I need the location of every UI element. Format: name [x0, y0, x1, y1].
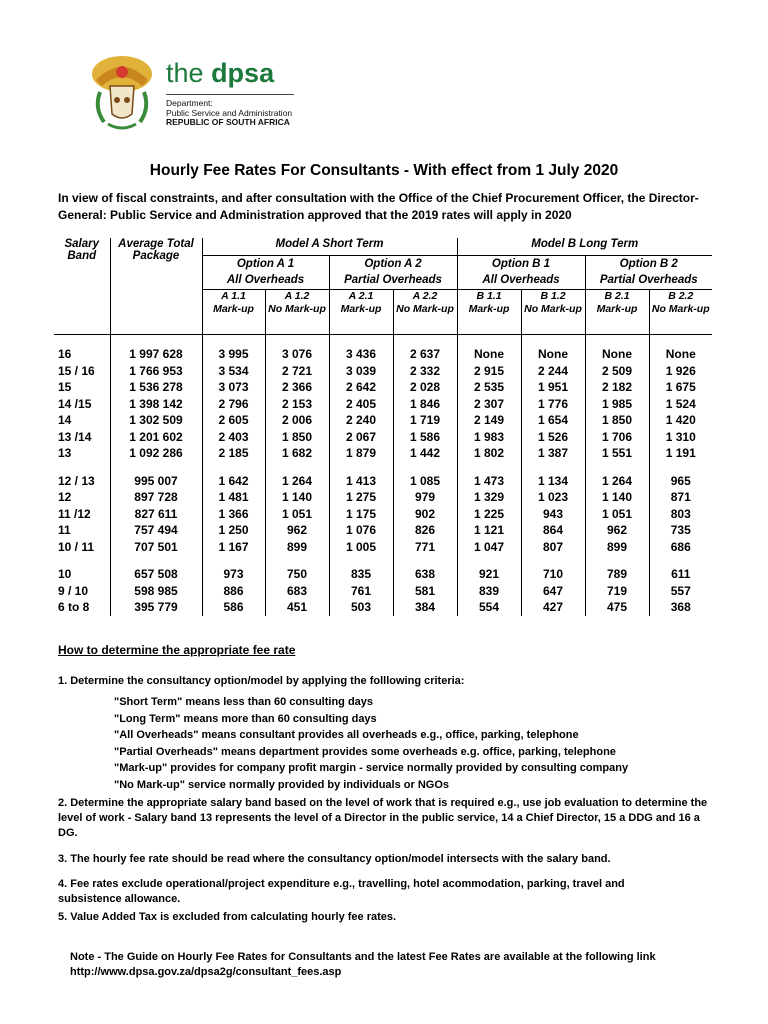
dept-line-3: REPUBLIC OF SOUTH AFRICA [166, 117, 290, 127]
criteria-item: "All Overheads" means consultant provides all overheads e.g., office, parking, telephone [114, 729, 579, 742]
salary-band-cell: 11 [58, 523, 71, 538]
spacer-row [54, 555, 712, 566]
fee-cell: 1 675 [649, 379, 712, 396]
criteria-item: "Short Term" means less than 60 consulting days [114, 696, 374, 708]
spacer-cell [585, 462, 649, 473]
criteria-item: "Long Term" means more than 60 consulting days [114, 712, 377, 725]
fee-cell: 899 [585, 539, 649, 556]
fee-cell: 2 403 [202, 429, 265, 446]
spacer-cell [54, 462, 110, 473]
table-row [54, 566, 712, 583]
fee-cell: 581 [393, 583, 457, 600]
fee-cell: 2 153 [265, 396, 329, 413]
fee-cell: 451 [265, 599, 329, 616]
option-b1-sub: All Overheads [482, 274, 560, 286]
option-a2-header [329, 256, 457, 290]
criteria-item: "Partial Overheads" means department provides some overheads e.g. office, parking, telephone [114, 745, 616, 758]
spacer-cell [329, 335, 393, 347]
fee-cell: 647 [521, 583, 585, 600]
fee-cell: 1 225 [457, 506, 521, 523]
fee-cell: 1 776 [521, 396, 585, 413]
fee-cell: 771 [393, 539, 457, 556]
spacer-cell [54, 335, 110, 347]
sub-header-cell [202, 290, 265, 335]
sub-header-desc: No Mark-up [396, 303, 454, 315]
table-row [54, 412, 712, 429]
salary-band-cell: 14 /15 [58, 396, 92, 411]
fee-cell: 1 985 [585, 396, 649, 413]
average-package-cell: 1 398 142 [110, 396, 202, 413]
fee-cell: 1 275 [329, 489, 393, 506]
sub-header-cell [265, 290, 329, 335]
fee-cell: 1 387 [521, 445, 585, 462]
fee-cell: 2 405 [329, 396, 393, 413]
fee-cell: 803 [649, 506, 712, 523]
fee-cell: 3 076 [265, 346, 329, 363]
salary-band-cell: 12 / 13 [58, 473, 95, 488]
spacer-cell [202, 555, 265, 566]
sub-header-code: B 1.2 [540, 290, 566, 302]
fee-cell: 638 [393, 566, 457, 583]
table-row [54, 429, 712, 446]
table-row [54, 396, 712, 413]
fee-cell: 886 [202, 583, 265, 600]
fee-cell: 871 [649, 489, 712, 506]
option-a1-label: Option A 1 [236, 258, 295, 270]
fee-cell: 719 [585, 583, 649, 600]
coat-of-arms-icon [86, 52, 158, 136]
salary-band-cell: 13 /14 [58, 429, 92, 444]
intro-paragraph: In view of fiscal constraints, and after consultation with the Office of the Chief Procurement Officer, the Director-General: Public Service and Administration approved that the 2019 rates will apply in 2020 [58, 191, 699, 222]
spacer-cell [457, 555, 521, 566]
fee-cell: 1 846 [393, 396, 457, 413]
spacer-cell [110, 335, 202, 347]
fee-cell: 475 [585, 599, 649, 616]
option-b2-sub: Partial Overheads [599, 274, 698, 286]
table-row [54, 346, 712, 363]
spacer-cell [265, 555, 329, 566]
fee-cell: 1 524 [649, 396, 712, 413]
fee-cell: 1 264 [585, 473, 649, 490]
fee-cell: None [457, 346, 521, 363]
spacer-cell [329, 462, 393, 473]
how-to-heading: How to determine the appropriate fee rate [58, 643, 296, 657]
fee-cell: 1 850 [585, 412, 649, 429]
spacer-cell [521, 462, 585, 473]
fee-cell: 3 073 [202, 379, 265, 396]
spacer-cell [585, 335, 649, 347]
salary-band-cell: 15 [58, 380, 72, 395]
average-package-cell: 827 611 [110, 506, 202, 523]
fee-cell: 1 706 [585, 429, 649, 446]
fee-rates-table [54, 238, 712, 616]
fee-cell: 1 023 [521, 489, 585, 506]
fee-cell: 2 637 [393, 346, 457, 363]
fee-cell: 1 551 [585, 445, 649, 462]
fee-cell: 1 310 [649, 429, 712, 446]
fee-cell: 1 802 [457, 445, 521, 462]
fee-cell: 2 240 [329, 412, 393, 429]
table-row [54, 473, 712, 490]
option-a2-sub: Partial Overheads [344, 274, 442, 286]
fee-cell: 554 [457, 599, 521, 616]
fee-cell: 750 [265, 566, 329, 583]
average-package-cell: 897 728 [110, 489, 202, 506]
fee-cell: 2 067 [329, 429, 393, 446]
fee-cell: 2 182 [585, 379, 649, 396]
sub-header-cell [393, 290, 457, 335]
fee-cell: 1 473 [457, 473, 521, 490]
fee-cell: 839 [457, 583, 521, 600]
step-3: 3. The hourly fee rate should be read where the consultancy option/model intersects with the salary band. [58, 853, 611, 865]
spacer-cell [457, 335, 521, 347]
salary-band-cell: 15 / 16 [58, 363, 95, 378]
spacer-cell [110, 462, 202, 473]
average-package-cell: 395 779 [110, 599, 202, 616]
spacer-cell [521, 555, 585, 566]
table-row [54, 522, 712, 539]
step-5: 5. Value Added Tax is excluded from calculating hourly fee rates. [58, 911, 397, 923]
fee-cell: 1 085 [393, 473, 457, 490]
table-row [54, 539, 712, 556]
salary-band-cell: 10 / 11 [58, 539, 95, 554]
brand-the: the [166, 58, 204, 88]
fee-cell: None [649, 346, 712, 363]
salary-band-cell: 9 / 10 [58, 583, 89, 598]
sub-header-cell [457, 290, 521, 335]
fee-cell: 761 [329, 583, 393, 600]
fee-cell: 1 642 [202, 473, 265, 490]
dept-line-2: Public Service and Administration [166, 107, 293, 118]
fee-cell: 789 [585, 566, 649, 583]
sub-header-desc: Mark-up [596, 303, 638, 315]
step-2: 2. Determine the appropriate salary band based on the level of work that is required e.g., use job evaluation to determine the level of work - Salary band 13 represents the level of a Director in the public service, 14 a Chief Director, 15 a DDG and 16 a DG. [58, 797, 708, 839]
fee-cell: 683 [265, 583, 329, 600]
fee-cell: 735 [649, 522, 712, 539]
fee-cell: 1 264 [265, 473, 329, 490]
spacer-cell [393, 555, 457, 566]
fee-cell: 3 995 [202, 346, 265, 363]
fee-cell: 1 879 [329, 445, 393, 462]
fee-cell: 611 [649, 566, 712, 583]
sub-header-code: B 1.1 [476, 290, 502, 302]
fee-cell: 2 149 [457, 412, 521, 429]
fee-cell: 1 850 [265, 429, 329, 446]
fee-cell: 1 051 [585, 506, 649, 523]
fee-cell: 3 534 [202, 363, 265, 380]
average-package-cell: 1 201 602 [110, 429, 202, 446]
fee-cell: 1 983 [457, 429, 521, 446]
salary-band-cell: 14 [58, 413, 72, 428]
fee-cell: 902 [393, 506, 457, 523]
average-package-cell: 1 997 628 [110, 346, 202, 363]
fee-cell: 965 [649, 473, 712, 490]
brand-logo-text [166, 58, 274, 89]
sub-header-cell [329, 290, 393, 335]
sub-header-desc: Mark-up [213, 303, 254, 315]
fee-cell: 557 [649, 583, 712, 600]
sub-header-code: B 2.2 [668, 290, 694, 302]
fee-cell: 1 175 [329, 506, 393, 523]
fee-cell: 1 442 [393, 445, 457, 462]
fee-cell: 1 366 [202, 506, 265, 523]
sub-header-desc: No Mark-up [524, 303, 582, 315]
fee-cell: 979 [393, 489, 457, 506]
fee-cell: 1 121 [457, 522, 521, 539]
spacer-cell [649, 335, 712, 347]
fee-cell: 427 [521, 599, 585, 616]
fee-cell: 1 329 [457, 489, 521, 506]
average-package-cell: 1 766 953 [110, 363, 202, 380]
average-package-cell: 995 007 [110, 473, 202, 490]
fee-cell: 2 721 [265, 363, 329, 380]
fee-cell: 1 047 [457, 539, 521, 556]
fee-cell: 1 481 [202, 489, 265, 506]
average-package-cell: 1 092 286 [110, 445, 202, 462]
fee-cell: 2 509 [585, 363, 649, 380]
brand-divider [166, 94, 294, 95]
sub-header-code: A 2.2 [412, 290, 438, 302]
fee-cell: 2 796 [202, 396, 265, 413]
fee-cell: 2 185 [202, 445, 265, 462]
sub-header-cell [521, 290, 585, 335]
step-1: 1. Determine the consultancy option/model by applying the folllowing criteria: [58, 675, 465, 687]
spacer-cell [265, 462, 329, 473]
table-row [54, 583, 712, 600]
sub-header-code: A 1.1 [221, 290, 246, 302]
option-a2-label: Option A 2 [364, 258, 422, 270]
sub-header-desc: Mark-up [340, 303, 382, 315]
fee-cell: 2 006 [265, 412, 329, 429]
spacer-cell [457, 462, 521, 473]
page-title: Hourly Fee Rates For Consultants - With effect from 1 July 2020 [149, 162, 619, 179]
sub-header-desc: Mark-up [468, 303, 510, 315]
fee-cell: None [521, 346, 585, 363]
sub-header-desc: No Mark-up [268, 303, 326, 315]
fee-cell: 2 332 [393, 363, 457, 380]
fee-cell: 899 [265, 539, 329, 556]
salary-band-cell: 13 [58, 446, 72, 461]
average-package-cell: 598 985 [110, 583, 202, 600]
brand-dpsa: dpsa [211, 58, 275, 88]
spacer-cell [393, 462, 457, 473]
spacer-row [54, 462, 712, 473]
spacer-cell [54, 555, 110, 566]
spacer-cell [521, 335, 585, 347]
fee-cell: 943 [521, 506, 585, 523]
fee-cell: 1 167 [202, 539, 265, 556]
spacer-cell [202, 335, 265, 347]
fee-cell: None [585, 346, 649, 363]
option-b2-label: Option B 2 [619, 258, 678, 270]
fee-cell: 2 244 [521, 363, 585, 380]
footer-note: Note - The Guide on Hourly Fee Rates for Consultants and the latest Fee Rates are available at the following link http://www.dpsa.gov.za/dpsa2g/consultant_fees.asp [70, 951, 656, 978]
criteria-list [114, 694, 714, 794]
spacer-cell [202, 462, 265, 473]
fee-cell: 1 682 [265, 445, 329, 462]
sub-header-cell [585, 290, 649, 335]
fee-cell: 2 915 [457, 363, 521, 380]
table-row [54, 599, 712, 616]
salary-band-cell: 11 /12 [58, 506, 91, 521]
fee-cell: 962 [265, 522, 329, 539]
option-b1-header [457, 256, 585, 290]
fee-cell: 1 051 [265, 506, 329, 523]
fee-cell: 2 366 [265, 379, 329, 396]
fee-cell: 1 413 [329, 473, 393, 490]
fee-cell: 368 [649, 599, 712, 616]
option-a1-header [202, 256, 329, 290]
option-b1-label: Option B 1 [491, 258, 551, 270]
fee-cell: 2 642 [329, 379, 393, 396]
average-package-cell: 657 508 [110, 566, 202, 583]
fee-cell: 807 [521, 539, 585, 556]
fee-cell: 1 420 [649, 412, 712, 429]
fee-cell: 1 140 [585, 489, 649, 506]
fee-cell: 1 250 [202, 522, 265, 539]
fee-cell: 864 [521, 522, 585, 539]
fee-cell: 2 605 [202, 412, 265, 429]
spacer-cell [110, 555, 202, 566]
fee-cell: 1 719 [393, 412, 457, 429]
table-row [54, 445, 712, 462]
table-row [54, 506, 712, 523]
spacer-cell [265, 335, 329, 347]
sub-header-cell [649, 290, 712, 335]
table-row [54, 379, 712, 396]
criteria-item: "Mark-up" provides for company profit margin - service normally provided by consulting company [114, 762, 629, 775]
fee-cell: 384 [393, 599, 457, 616]
salary-band-cell: 16 [58, 347, 72, 362]
spacer-cell [585, 555, 649, 566]
fee-cell: 1 586 [393, 429, 457, 446]
sub-header-code: B 2.1 [604, 290, 630, 302]
salary-band-cell: 12 [58, 490, 72, 505]
fee-cell: 1 526 [521, 429, 585, 446]
fee-cell: 3 039 [329, 363, 393, 380]
table-row [54, 363, 712, 380]
fee-cell: 921 [457, 566, 521, 583]
fee-cell: 2 307 [457, 396, 521, 413]
spacer-cell [393, 335, 457, 347]
criteria-item: "No Mark-up" service normally provided by individuals or NGOs [114, 778, 450, 791]
fee-cell: 586 [202, 599, 265, 616]
sub-header-code: A 1.2 [284, 290, 310, 302]
fee-cell: 686 [649, 539, 712, 556]
average-package-header: Average Total Package [110, 238, 202, 335]
average-package-cell: 757 494 [110, 522, 202, 539]
fee-cell: 3 436 [329, 346, 393, 363]
fee-cell: 962 [585, 522, 649, 539]
spacer-cell [329, 555, 393, 566]
fee-cell: 1 654 [521, 412, 585, 429]
fee-cell: 503 [329, 599, 393, 616]
fee-cell: 1 926 [649, 363, 712, 380]
fee-cell: 2 535 [457, 379, 521, 396]
spacer-cell [649, 462, 712, 473]
sub-header-code: A 2.1 [348, 290, 374, 302]
dept-line-1: Department: [166, 98, 213, 108]
fee-cell: 835 [329, 566, 393, 583]
salary-band-cell: 6 to 8 [58, 600, 90, 615]
department-block [166, 99, 292, 128]
average-package-cell: 1 536 278 [110, 379, 202, 396]
option-a1-sub: All Overheads [226, 274, 305, 286]
model-b-header: Model B Long Term [457, 238, 712, 256]
spacer-row [54, 335, 712, 347]
average-package-cell: 707 501 [110, 539, 202, 556]
spacer-cell [649, 555, 712, 566]
fee-cell: 1 140 [265, 489, 329, 506]
fee-cell: 1 134 [521, 473, 585, 490]
fee-cell: 826 [393, 522, 457, 539]
fee-cell: 973 [202, 566, 265, 583]
sub-header-desc: No Mark-up [651, 303, 710, 315]
model-a-header: Model A Short Term [202, 238, 457, 256]
fee-cell: 1 951 [521, 379, 585, 396]
average-package-cell: 1 302 509 [110, 412, 202, 429]
salary-band-cell: 10 [58, 567, 72, 582]
option-b2-header [585, 256, 712, 290]
step-4: 4. Fee rates exclude operational/project expenditure e.g., travelling, hotel acommodation, parking, travel and subsistence allowance. [58, 878, 625, 905]
table-row [54, 489, 712, 506]
fee-cell: 1 191 [649, 445, 712, 462]
fee-cell: 1 076 [329, 522, 393, 539]
fee-cell: 710 [521, 566, 585, 583]
salary-band-header: Salary Band [64, 238, 100, 262]
fee-cell: 1 005 [329, 539, 393, 556]
fee-cell: 2 028 [393, 379, 457, 396]
